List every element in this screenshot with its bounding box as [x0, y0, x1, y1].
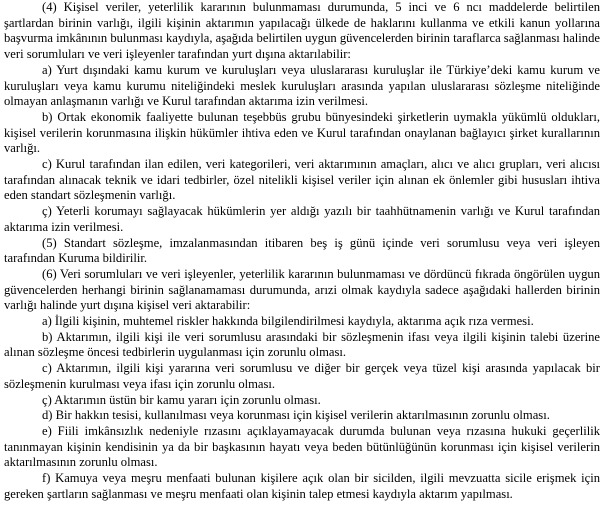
- paragraph-6: (6) Veri sorumluları ve veri işleyenler, yeterlilik kararının bulunmaması ve dördüncü fıkrada öngörülen uygun güvencelerden herhangi birinin sağlanamaması durumunda, arızi olmak kaydıyla sadece aşağıdaki hallerden birinin varlığı halinde yurt dışına kişisel veri aktarabilir:: [4, 266, 600, 313]
- paragraph-4: (4) Kişisel veriler, yeterlilik kararının bulunmaması durumunda, 5 inci ve 6 ncı maddelerde belirtilen şartlardan birinin varlığı, ilgili kişinin aktarımın yapılacağı ülkede de haklarını kullanma ve etkili kanun yollarına başvurma imkânının bulunması kaydıyla, aşağıda belirtilen uygun güvencelerden birinin taraflarca sağlanması halinde veri sorumluları ve veri işleyenler tarafından yurt dışına aktarılabilir:: [4, 0, 600, 62]
- paragraph-6f: f) Kamuya veya meşru menfaati bulunan kişilere açık olan bir sicilden, ilgili mevzuatta sicile erişmek için gereken şartların sağlanması ve meşru menfaati olan kişinin talep etmesi kaydıyla aktarım yapılması.: [4, 471, 600, 501]
- paragraph-6c: c) Aktarımın, ilgili kişi yararına veri sorumlusu ve diğer bir gerçek veya tüzel kişi arasında yapılacak bir sözleşmenin kurulması veya ifası için zorunlu olması.: [4, 361, 600, 391]
- paragraph-6d: d) Bir hakkın tesisi, kullanılması veya korunması için kişisel verilerin aktarılmasının zorunlu olması.: [42, 408, 550, 423]
- paragraph-4b: b) Ortak ekonomik faaliyette bulunan teşebbüs grubu bünyesindeki şirketlerin uymakla yükümlü oldukları, kişisel verilerin korunmasına ilişkin hükümler ihtiva eden ve Kurul tarafından onaylanan bağlayıcı şirket kurallarının varlığı.: [4, 109, 600, 156]
- paragraph-4c-cedilla: ç) Yeterli korumayı sağlayacak hükümlerin yer aldığı yazılı bir taahhütnamenin varlığı ve Kurul tarafından aktarıma izin verilmesi.: [4, 204, 600, 234]
- paragraph-6c-cedilla: ç) Aktarımın üstün bir kamu yararı için zorunlu olması.: [42, 392, 321, 407]
- paragraph-6e: e) Fiili imkânsızlık nedeniyle rızasını açıklayamayacak durumda bulunan veya rızasına hukuki geçerlilik tanınmayan kişinin kendisinin ya da bir başkasının hayatı veya beden bütünlüğünün korunması için kişisel verilerin aktarılmasının zorunlu olması.: [4, 423, 600, 470]
- paragraph-6a: a) İlgili kişinin, muhtemel riskler hakkında bilgilendirilmesi kaydıyla, aktarıma açık rıza vermesi.: [42, 314, 534, 329]
- paragraph-6b: b) Aktarımın, ilgili kişi ile veri sorumlusu arasındaki bir sözleşmenin ifası veya ilgili kişinin talebi üzerine alınan sözleşme öncesi tedbirlerin uygulanması için zorunlu olması.: [4, 329, 600, 360]
- paragraph-5: (5) Standart sözleşme, imzalanmasından itibaren beş iş günü içinde veri sorumlusu veya veri işleyen tarafından Kuruma bildirilir.: [4, 235, 600, 266]
- paragraph-4c: c) Kurul tarafından ilan edilen, veri kategorileri, veri aktarımının amaçları, alıcı ve alıcı grupları, veri alıcısı tarafından alınacak teknik ve idari tedbirler, özel nitelikli kişisel veriler için alınan ek önlemler gibi hususları ihtiva eden standart sözleşmenin varlığı.: [4, 157, 600, 203]
- paragraph-4a: a) Yurt dışındaki kamu kurum ve kuruluşları veya uluslararası kuruluşlar ile Türkiye’deki kamu kurum ve kuruluşları veya kamu kurumu niteliğindeki meslek kuruluşları arasında yapılan uluslararası sözleşme niteliğinde olmayan anlaşmanın varlığı ve Kurul tarafından aktarıma izin verilmesi.: [4, 62, 600, 109]
- document-page: [4, 0, 600, 503]
